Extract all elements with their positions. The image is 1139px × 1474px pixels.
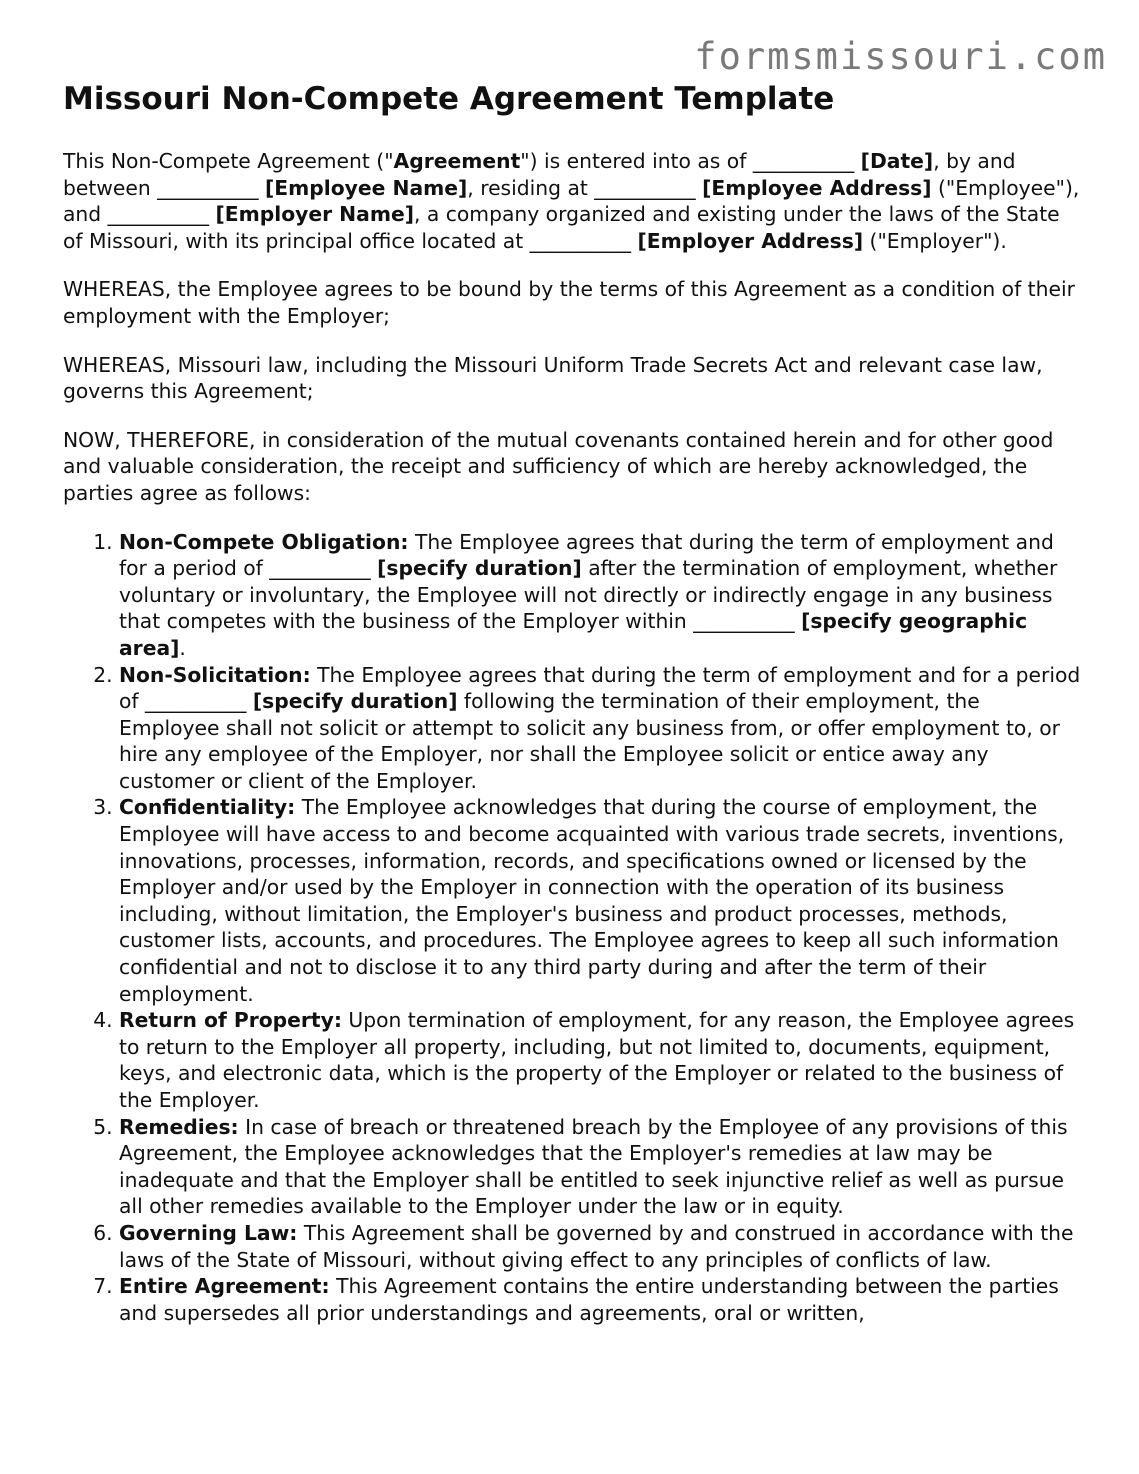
clause-non-compete: 1. Non-Compete Obligation: The Employee agrees that during the term of employment and for a period of __________ [specify duration] after the termination of employment, whether voluntary or involuntary, the Employee will not directly or indirectly engage in any business that competes with the business of the Employer within __________ [specify geographic area]. [119, 529, 1083, 662]
employee-address-placeholder: [Employee Address] [702, 175, 932, 200]
employee-address-blank: __________ [594, 175, 696, 200]
date-placeholder: [Date] [860, 149, 934, 173]
whereas-paragraph-1: WHEREAS, the Employee agrees to be bound by the terms of this Agreement as a condition of their employment with the Employer; [63, 277, 1075, 328]
duration-placeholder: [specify duration] [377, 556, 582, 581]
clause-heading: Governing Law: [119, 1220, 298, 1245]
employer-address-blank: __________ [529, 228, 632, 253]
clause-return-of-property: 4. Return of Property: Upon termination of employment, for any reason, the Employee agrees to return to the Employer all property, including, but not limited to, documents, equipment, keys, and electronic data, which is the property of the Employer or related to the business of the Employer. [119, 1007, 1083, 1113]
area-placeholder: [specify geographic area] [119, 609, 1028, 660]
duration-blank: __________ [269, 556, 371, 581]
area-blank: __________ [693, 609, 795, 634]
clause-confidentiality: 3. Confidentiality: The Employee acknowledges that during the course of employment, the Employee will have access to and become acquainted with various trade secrets, inventions, innovations, processes, information, records, and specifications owned or licensed by the Employer and/or used by the Employer in connection with the operation of its business including, without limitation, the Employer's business and product processes, methods, customer lists, accounts, and procedures. The Employee agrees to keep all such information confidential and not to disclose it to any third party during and after the term of their employment. [119, 794, 1083, 1007]
page-title: Missouri Non-Compete Agreement Template [63, 81, 835, 117]
clause-heading: Return of Property: [119, 1008, 342, 1033]
clauses-list [63, 529, 1083, 1327]
clause-entire-agreement: 7. Entire Agreement: This Agreement contains the entire understanding between the parties and supersedes all prior understandings and agreements, oral or written, [119, 1273, 1083, 1326]
whereas-paragraph-2: WHEREAS, Missouri law, including the Missouri Uniform Trade Secrets Act and relevant case law, governs this Agreement; [63, 352, 1043, 404]
clause-heading: Non-Solicitation: [119, 662, 311, 687]
clause-governing-law: 6. Governing Law: This Agreement shall be governed by and construed in accordance with the laws of the State of Missouri, without giving effect to any principles of conflicts of law. [119, 1220, 1083, 1273]
clause-heading: Remedies: [119, 1114, 239, 1139]
clause-heading: Non-Compete Obligation: [119, 529, 409, 554]
clause-remedies: 5. Remedies: In case of breach or threatened breach by the Employee of any provisions of this Agreement, the Employee acknowledges that the Employer's remedies at law may be inadequate and that the Employer shall be entitled to seek injunctive relief as well as pursue all other remedies available to the Employer under the law or in equity. [119, 1114, 1083, 1220]
document-page [63, 0, 1083, 1326]
agreement-term: Agreement [393, 149, 521, 173]
date-blank: __________ [752, 149, 855, 173]
employer-name-blank: __________ [107, 202, 210, 227]
intro-paragraph: This Non-Compete Agreement ("Agreement") is entered into as of __________ [Date], by and between __________ [Employee Name], residing at __________ [Employee Address] ("Employee"), and __________ [Employer Name], a company organized and existing under the laws of the State of Missouri, with its principal office located at __________ [Employer Address] ("Employer"). [63, 149, 1080, 253]
employee-name-blank: __________ [157, 175, 259, 200]
duration-blank: __________ [145, 689, 247, 714]
duration-placeholder: [specify duration] [252, 689, 458, 714]
clause-heading: Entire Agreement: [119, 1274, 330, 1299]
clause-heading: Confidentiality: [119, 795, 296, 820]
employee-name-placeholder: [Employee Name] [265, 175, 468, 200]
clause-non-solicitation: 2. Non-Solicitation: The Employee agrees that during the term of employment and for a period of __________ [specify duration] following the termination of their employment, the Employee shall not solicit or attempt to solicit any business from, or offer employment to, or hire any employee of the Employer, nor shall the Employee solicit or entice away any customer or client of the Employer. [119, 662, 1083, 795]
employer-name-placeholder: [Employer Name] [215, 202, 414, 227]
now-therefore-paragraph: NOW, THEREFORE, in consideration of the mutual covenants contained herein and for other good and valuable consideration, the receipt and sufficiency of which are hereby acknowledged, the parties agree as follows: [63, 427, 1054, 505]
watermark: formsmissouri.com [694, 35, 1107, 78]
employer-address-placeholder: [Employer Address] [637, 228, 864, 253]
